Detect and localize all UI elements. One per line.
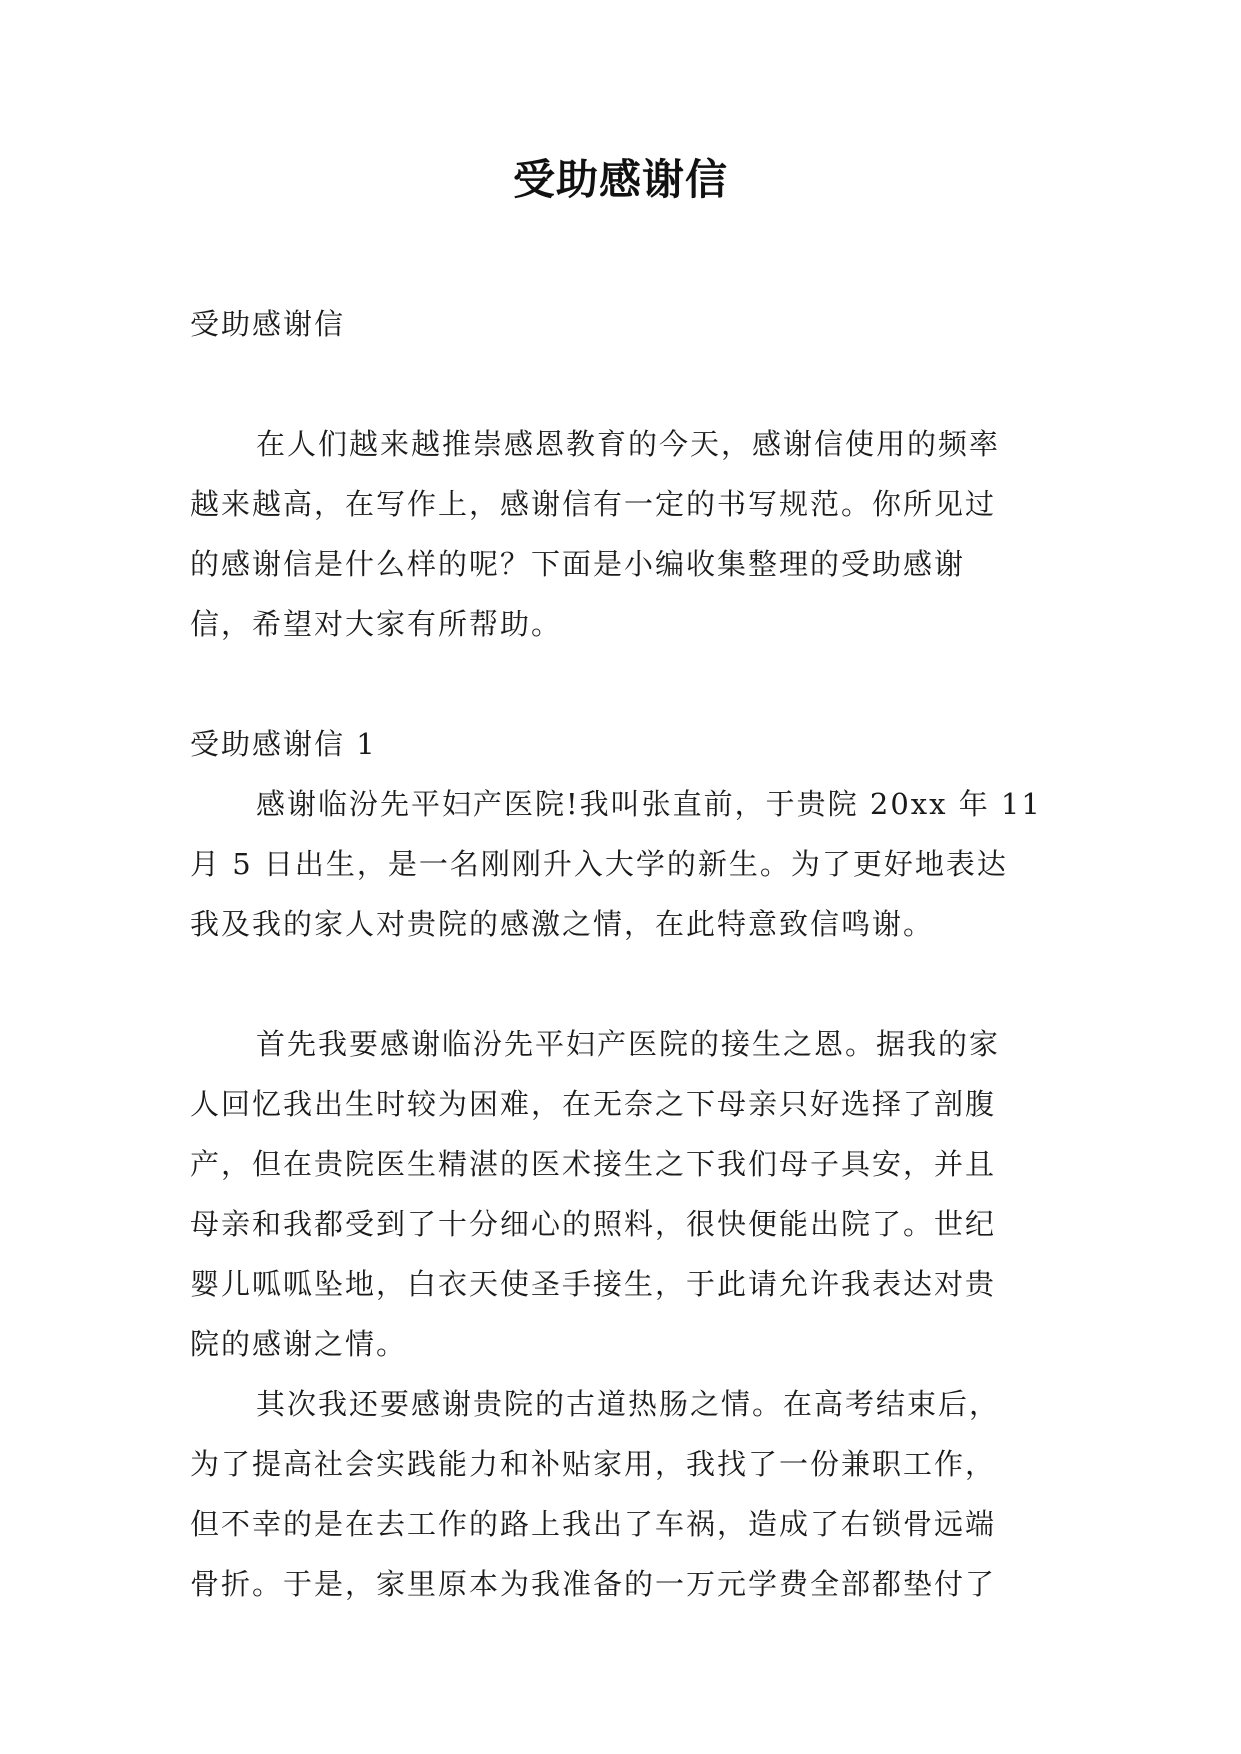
paragraph-line: 其次我还要感谢贵院的古道热肠之情。在高考结束后，: [256, 1387, 1001, 1421]
document-title: 受助感谢信: [512, 155, 728, 204]
spacer: [190, 954, 1052, 1014]
paragraph-line: 为了提高社会实践能力和补贴家用，我找了一份兼职工作，: [190, 1447, 997, 1481]
spacer: [190, 354, 1052, 414]
paragraph-2: [190, 1014, 1052, 1374]
section-title: 受助感谢信 1: [190, 727, 377, 761]
paragraph-line: 骨折。于是，家里原本为我准备的一万元学费全部都垫付了: [190, 1567, 997, 1601]
paragraph-line: 越来越高，在写作上，感谢信有一定的书写规范。你所见过: [190, 487, 997, 521]
paragraph-line: 产，但在贵院医生精湛的医术接生之下我们母子具安，并且: [190, 1147, 997, 1181]
intro-paragraph: [190, 414, 1052, 654]
spacer: [190, 654, 1052, 714]
paragraph-line: 母亲和我都受到了十分细心的照料，很快便能出院了。世纪: [190, 1207, 997, 1241]
paragraph-line: 我及我的家人对贵院的感激之情，在此特意致信鸣谢。: [190, 907, 935, 941]
document-body: [190, 294, 1052, 1614]
document-heading: 受助感谢信: [190, 307, 346, 341]
paragraph-1: [190, 774, 1052, 954]
paragraph-line: 但不幸的是在去工作的路上我出了车祸，造成了右锁骨远端: [190, 1507, 997, 1541]
paragraph-line: 的感谢信是什么样的呢？下面是小编收集整理的受助感谢: [190, 547, 966, 581]
paragraph-line: 感谢临汾先平妇产医院!我叫张直前，于贵院 20xx 年 11: [256, 787, 1042, 821]
paragraph-line: 信，希望对大家有所帮助。: [190, 607, 563, 641]
paragraph-3: [190, 1374, 1052, 1614]
paragraph-line: 首先我要感谢临汾先平妇产医院的接生之恩。据我的家: [256, 1027, 1001, 1061]
paragraph-line: 在人们越来越推崇感恩教育的今天，感谢信使用的频率: [256, 427, 1001, 461]
paragraph-line: 院的感谢之情。: [190, 1327, 408, 1361]
paragraph-line: 婴儿呱呱坠地，白衣天使圣手接生，于此请允许我表达对贵: [190, 1267, 997, 1301]
paragraph-line: 月 5 日出生，是一名刚刚升入大学的新生。为了更好地表达: [190, 847, 1008, 881]
paragraph-line: 人回忆我出生时较为困难，在无奈之下母亲只好选择了剖腹: [190, 1087, 997, 1121]
